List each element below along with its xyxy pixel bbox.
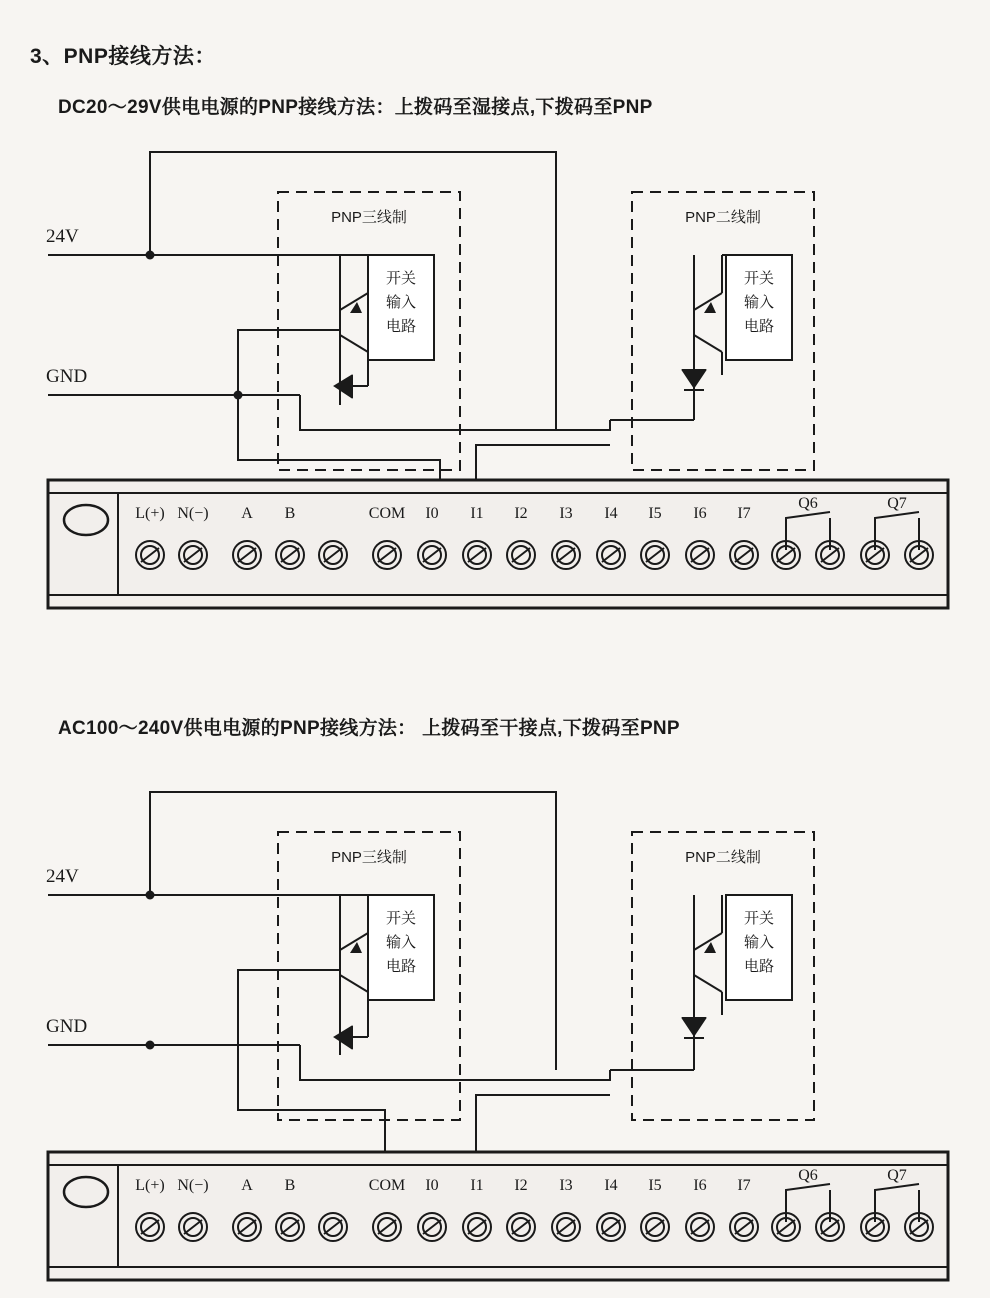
terminal-label-4: COM bbox=[368, 505, 406, 522]
diode-three-wire-2 bbox=[334, 995, 368, 1055]
terminal-label-10: I5 bbox=[648, 505, 662, 522]
label-two-wire-2: PNP二线制 bbox=[685, 849, 761, 866]
screw-terminal bbox=[597, 1213, 625, 1241]
circuit-box-line-1-2: 开关 bbox=[385, 910, 417, 927]
section-1-title: DC20～29V供电电源的PNP接线方法：上拨码至湿接点,下拨码至PNP bbox=[58, 97, 653, 118]
screw-terminal bbox=[905, 1213, 933, 1241]
label-gnd: GND bbox=[46, 366, 88, 387]
page-heading: 3、PNP接线方法： bbox=[30, 45, 216, 68]
circuit-box2-line-2: 输入 bbox=[743, 294, 775, 311]
label-24v-2: 24V bbox=[46, 866, 79, 887]
terminal2-label-1: N(−) bbox=[177, 1177, 209, 1194]
terminal2-label-3: B bbox=[284, 1177, 296, 1194]
screw-terminal bbox=[507, 1213, 535, 1241]
relay-label-q6: Q6 bbox=[798, 495, 818, 512]
screw-terminal bbox=[686, 541, 714, 569]
screw-terminal bbox=[730, 541, 758, 569]
screw-terminal bbox=[816, 1213, 844, 1241]
terminal-label-8: I3 bbox=[559, 505, 573, 522]
relay2-label-q6: Q6 bbox=[798, 1167, 818, 1184]
junction-dot-24v bbox=[146, 251, 155, 260]
terminal2-label-10: I5 bbox=[648, 1177, 662, 1194]
junction-dot-gnd bbox=[234, 391, 243, 400]
screw-terminal bbox=[730, 1213, 758, 1241]
terminal2-label-5: I0 bbox=[425, 1177, 439, 1194]
terminal-label-6: I1 bbox=[470, 505, 484, 522]
screw-terminal bbox=[276, 1213, 304, 1241]
relay-label-q7: Q7 bbox=[887, 495, 907, 512]
circuit-box2-line-2-2: 输入 bbox=[743, 934, 775, 951]
screw-terminal bbox=[276, 541, 304, 569]
terminal-label-0: L(+) bbox=[135, 505, 165, 522]
screw-terminal bbox=[641, 1213, 669, 1241]
screw-terminal bbox=[179, 541, 207, 569]
label-24v: 24V bbox=[46, 226, 79, 247]
terminal-label-2: A bbox=[241, 505, 253, 522]
diode-two-wire bbox=[682, 355, 706, 420]
label-three-wire: PNP三线制 bbox=[331, 209, 407, 226]
terminal2-label-4: COM bbox=[368, 1177, 406, 1194]
circuit-box-line-2: 输入 bbox=[385, 294, 417, 311]
circuit-box-line-2-2: 输入 bbox=[385, 934, 417, 951]
wiring-diagram-ac bbox=[0, 760, 990, 1298]
screw-terminal bbox=[507, 541, 535, 569]
screw-terminal bbox=[233, 1213, 261, 1241]
screw-terminal bbox=[463, 1213, 491, 1241]
terminal2-label-11: I6 bbox=[693, 1177, 707, 1194]
circuit-box-line-3: 电路 bbox=[385, 318, 417, 335]
terminal2-label-2: A bbox=[241, 1177, 253, 1194]
transistor-pnp-two-wire-2 bbox=[694, 895, 722, 1015]
circuit-box-line-3-2: 电路 bbox=[385, 958, 417, 975]
screw-terminal bbox=[861, 541, 889, 569]
diode-two-wire-2 bbox=[682, 995, 706, 1070]
screw-terminal bbox=[552, 541, 580, 569]
terminal-label-9: I4 bbox=[604, 505, 618, 522]
circuit-box2-line-3: 电路 bbox=[743, 318, 775, 335]
terminal2-label-9: I4 bbox=[604, 1177, 618, 1194]
junction-dot-gnd-2 bbox=[146, 1041, 155, 1050]
screw-terminal bbox=[373, 541, 401, 569]
screw-terminal bbox=[463, 541, 491, 569]
label-gnd-2: GND bbox=[46, 1016, 88, 1037]
section-2-title: AC100～240V供电电源的PNP接线方法： 上拨码至干接点,下拨码至PNP bbox=[58, 718, 680, 739]
screw-terminal bbox=[136, 1213, 164, 1241]
screw-terminal bbox=[552, 1213, 580, 1241]
wiring-diagram-dc bbox=[0, 130, 990, 630]
label-two-wire: PNP二线制 bbox=[685, 209, 761, 226]
label-three-wire-2: PNP三线制 bbox=[331, 849, 407, 866]
transistor-pnp-three-wire bbox=[340, 255, 368, 375]
transistor-pnp-three-wire-2 bbox=[340, 895, 368, 1015]
screw-terminal bbox=[641, 541, 669, 569]
screw-terminal bbox=[319, 1213, 347, 1241]
screw-terminal bbox=[418, 541, 446, 569]
circuit-box2-line-1-2: 开关 bbox=[743, 910, 775, 927]
screw-terminal bbox=[233, 541, 261, 569]
screw-terminal bbox=[373, 1213, 401, 1241]
terminal-label-12: I7 bbox=[737, 505, 751, 522]
terminal2-label-0: L(+) bbox=[135, 1177, 165, 1194]
terminal2-label-6: I1 bbox=[470, 1177, 484, 1194]
terminal-label-1: N(−) bbox=[177, 505, 209, 522]
circuit-box-line-1: 开关 bbox=[385, 270, 417, 287]
screw-terminal bbox=[597, 541, 625, 569]
terminal-label-11: I6 bbox=[693, 505, 707, 522]
terminal2-label-8: I3 bbox=[559, 1177, 573, 1194]
circuit-box2-line-3-2: 电路 bbox=[743, 958, 775, 975]
junction-dot-24v-2 bbox=[146, 891, 155, 900]
transistor-pnp-two-wire bbox=[694, 255, 726, 375]
screw-terminal bbox=[861, 1213, 889, 1241]
terminal-label-7: I2 bbox=[514, 505, 528, 522]
screw-terminal bbox=[179, 1213, 207, 1241]
screw-terminal bbox=[905, 541, 933, 569]
screw-terminal bbox=[772, 1213, 800, 1241]
terminal2-label-12: I7 bbox=[737, 1177, 751, 1194]
screw-terminal bbox=[136, 541, 164, 569]
circuit-box2-line-1: 开关 bbox=[743, 270, 775, 287]
terminal2-label-7: I2 bbox=[514, 1177, 528, 1194]
screw-terminal bbox=[772, 541, 800, 569]
screw-terminal bbox=[418, 1213, 446, 1241]
terminal-label-5: I0 bbox=[425, 505, 439, 522]
screw-terminal bbox=[319, 541, 347, 569]
screw-terminal bbox=[686, 1213, 714, 1241]
relay2-label-q7: Q7 bbox=[887, 1167, 907, 1184]
screw-terminal bbox=[816, 541, 844, 569]
terminal-label-3: B bbox=[284, 505, 296, 522]
